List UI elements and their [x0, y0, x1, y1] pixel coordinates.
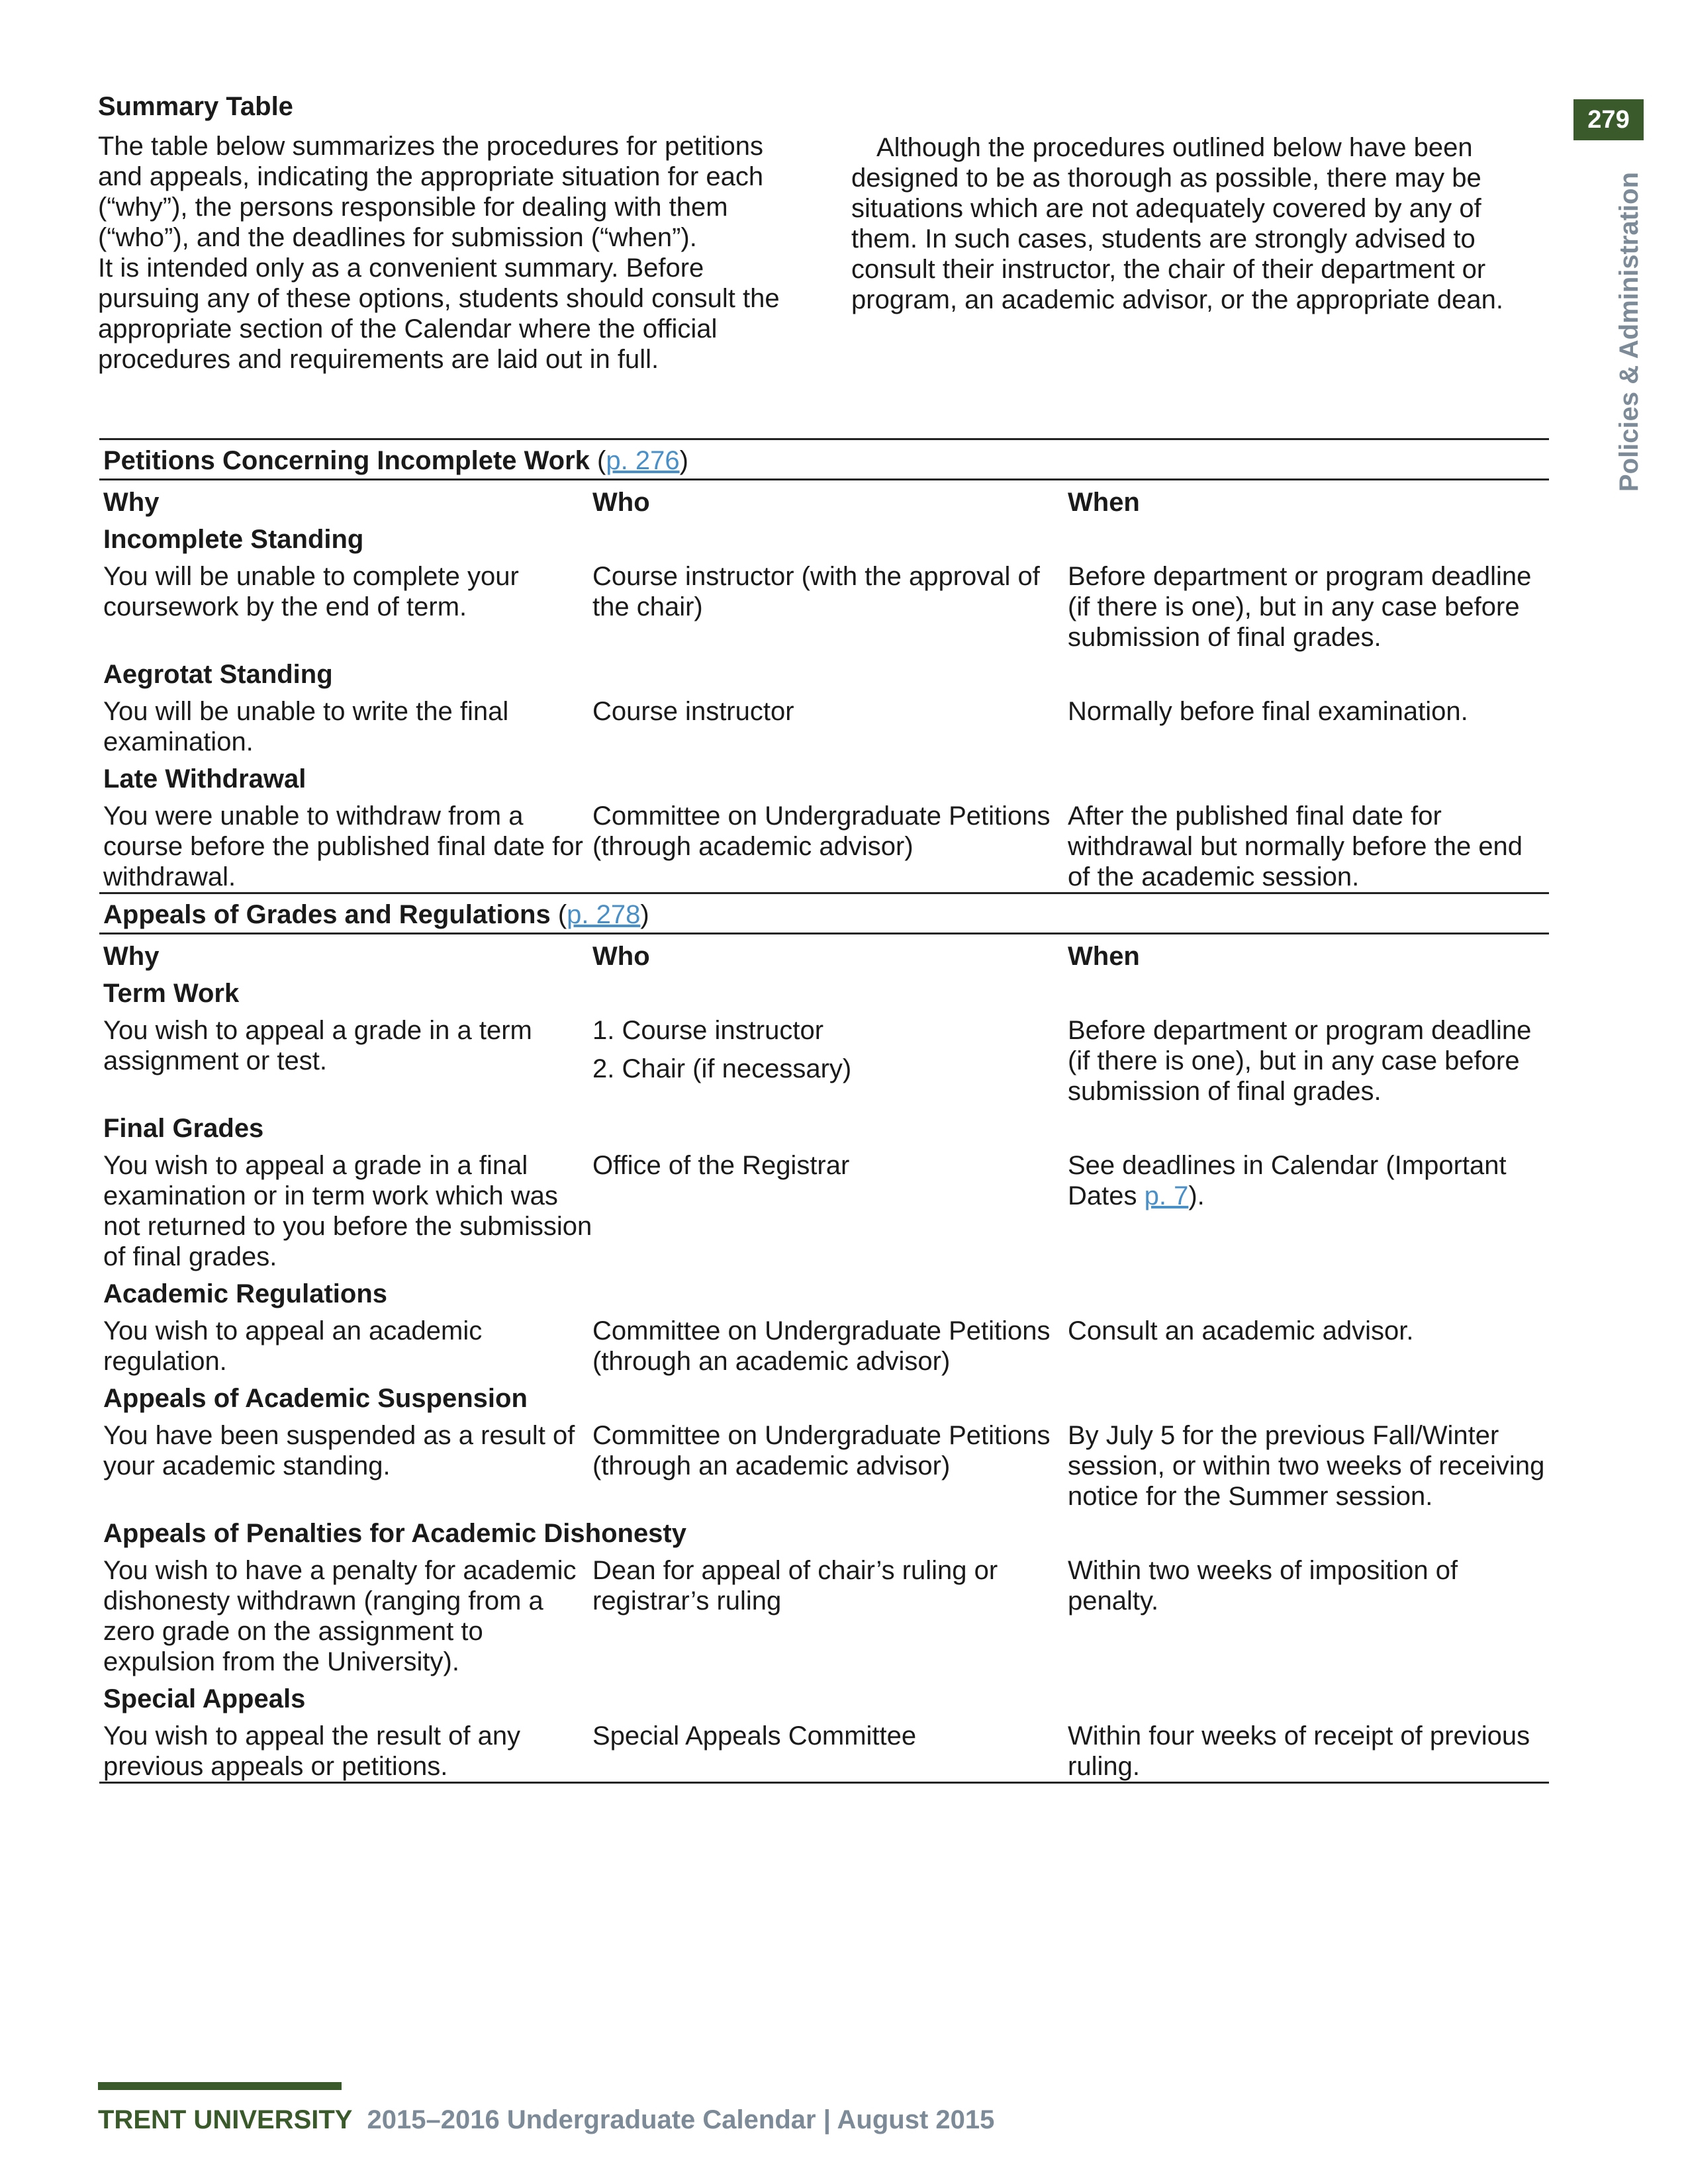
who-cell: Office of the Registrar [592, 1151, 850, 1180]
why-cell: You wish to appeal the result of any previous appeals or petitions. [103, 1721, 521, 1781]
when-cell: Normally before final examination. [1068, 697, 1468, 726]
section-title-text: Appeals of Grades and Regulations [103, 900, 551, 929]
row-title: Academic Regulations [103, 1279, 388, 1308]
intro-paragraph: Although the procedures outlined below have been designed to be as thorough as possible, there may be situations which are not adequately covered by any of them. In such cases, students are strongly advised to consult their instructor, the chair of their department or program, an academic advisor, or the appropriate dean. [851, 133, 1504, 314]
intro-paragraph: The table below summarizes the procedures for petitions and appeals, indicating the appropriate situation for each (“why”), the persons responsible for dealing with them (“who”), and the deadlines for submission (“when”). [98, 132, 764, 252]
footer-accent-bar [98, 2082, 342, 2090]
when-cell: Consult an academic advisor. [1068, 1316, 1414, 1345]
summary-table [99, 438, 1549, 1784]
list-item: 1. Course instructor [592, 1016, 824, 1045]
row-title: Aegrotat Standing [103, 660, 333, 689]
why-cell: You wish to appeal a grade in a term assignment or test. [103, 1016, 532, 1075]
row-title: Appeals of Penalties for Academic Dishonesty [103, 1519, 686, 1548]
column-header-when: When [1068, 488, 1140, 517]
column-header-who: Who [592, 488, 650, 517]
row-title: Appeals of Academic Suspension [103, 1384, 528, 1413]
row-title: Late Withdrawal [103, 764, 306, 794]
who-cell: Course instructor [592, 697, 794, 726]
when-cell: Within four weeks of receipt of previous ruling. [1068, 1721, 1530, 1781]
column-header-who: Who [592, 942, 650, 971]
section-title: Appeals of Grades and Regulations (p. 278) [99, 892, 1549, 934]
when-cell: By July 5 for the previous Fall/Winter session, or within two weeks of receiving notice for the Summer session. [1068, 1421, 1545, 1511]
table-row [99, 524, 1549, 653]
table-row [99, 978, 1549, 1107]
table-row [99, 659, 1549, 757]
table-row [99, 1113, 1549, 1272]
when-cell: Before department or program deadline (if there is one), but in any case before submission of final grades. [1068, 1016, 1532, 1106]
when-cell: After the published final date for withdrawal but normally before the end of the academic session. [1068, 801, 1523, 891]
row-title: Incomplete Standing [103, 525, 364, 554]
table-row [99, 1383, 1549, 1512]
who-cell: Course instructor (with the approval of the chair) [592, 562, 1040, 621]
footer-calendar: 2015–2016 Undergraduate Calendar | August 2015 [367, 2105, 995, 2134]
footer [98, 2105, 994, 2135]
intro-left-column [98, 91, 780, 375]
section-side-label: Policies & Administration [1615, 172, 1644, 492]
row-title: Special Appeals [103, 1684, 306, 1713]
table-row [99, 1518, 1549, 1677]
page-reference-link[interactable]: p. 278 [567, 900, 641, 929]
why-cell: You will be unable to write the final examination. [103, 697, 509, 756]
who-cell: Committee on Undergraduate Petitions (through an academic advisor) [592, 1421, 1051, 1480]
why-cell: You wish to appeal a grade in a final examination or in term work which was not returned to you before the submission of final grades. [103, 1151, 592, 1271]
section-title: Petitions Concerning Incomplete Work (p. 276) [99, 438, 1549, 480]
section-title-text: Petitions Concerning Incomplete Work [103, 446, 590, 475]
who-cell: Committee on Undergraduate Petitions (through an academic advisor) [592, 1316, 1051, 1376]
table-row [99, 1279, 1549, 1377]
why-cell: You will be unable to complete your coursework by the end of term. [103, 562, 519, 621]
table-row [99, 1684, 1549, 1784]
row-title: Final Grades [103, 1114, 264, 1143]
page-number: 279 [1573, 99, 1644, 140]
page-reference-link[interactable]: p. 7 [1144, 1181, 1189, 1210]
when-text: ). [1188, 1181, 1205, 1210]
column-header-why: Why [103, 488, 160, 517]
column-header-why: Why [103, 942, 160, 971]
column-headers [99, 934, 1549, 972]
list-item: 2. Chair (if necessary) [592, 1054, 852, 1083]
table-row [99, 764, 1549, 892]
who-cell: Dean for appeal of chair’s ruling or registrar’s ruling [592, 1556, 998, 1615]
footer-university: TRENT UNIVERSITY [98, 2105, 353, 2134]
intro-paragraph: It is intended only as a convenient summary. Before pursuing any of these options, students should consult the appropriate section of the Calendar where the official procedures and requirements are laid out in full. [98, 253, 780, 374]
why-cell: You were unable to withdraw from a course before the published final date for withdrawal. [103, 801, 583, 891]
who-cell: Special Appeals Committee [592, 1721, 917, 1751]
page-reference-link[interactable]: p. 276 [606, 446, 680, 475]
who-cell [592, 1015, 1068, 1107]
intro-right-column [851, 132, 1533, 315]
row-title: Term Work [103, 979, 240, 1008]
column-header-when: When [1068, 942, 1140, 971]
when-cell [1068, 1150, 1549, 1272]
why-cell: You have been suspended as a result of your academic standing. [103, 1421, 575, 1480]
when-text: See deadlines in Calendar (Important Dates [1068, 1151, 1507, 1210]
summary-heading: Summary Table [98, 92, 293, 121]
who-cell: Committee on Undergraduate Petitions (through academic advisor) [592, 801, 1051, 861]
why-cell: You wish to appeal an academic regulation. [103, 1316, 483, 1376]
why-cell: You wish to have a penalty for academic dishonesty withdrawn (ranging from a zero grade on the assignment to expulsion from the University). [103, 1556, 577, 1676]
when-cell: Within two weeks of imposition of penalty. [1068, 1556, 1458, 1615]
column-headers [99, 480, 1549, 518]
when-cell: Before department or program deadline (if there is one), but in any case before submission of final grades. [1068, 562, 1532, 652]
